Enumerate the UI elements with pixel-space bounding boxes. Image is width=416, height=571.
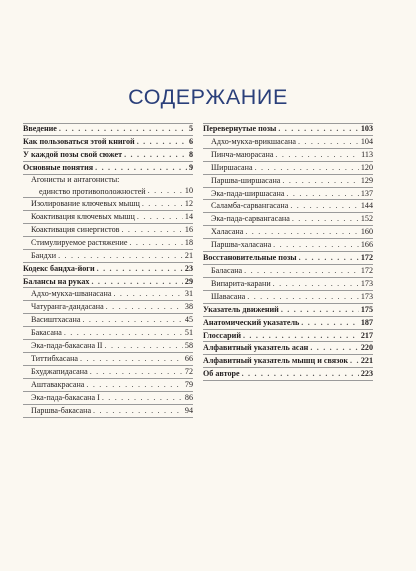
toc-entry-page: 31 xyxy=(184,289,193,299)
toc-entry-label: Стимулируемое растяжение xyxy=(31,237,128,247)
toc-entry-page: 16 xyxy=(184,224,193,234)
dot-leader xyxy=(142,198,183,210)
toc-entry[interactable] xyxy=(23,327,193,340)
toc-entry-page: 8 xyxy=(188,149,193,159)
toc-entry-label: Паршва-ширшасана xyxy=(211,175,281,185)
toc-entry[interactable] xyxy=(23,379,193,392)
toc-entry-label-cont: единство противоположностей xyxy=(39,186,146,196)
toc-entry[interactable] xyxy=(203,291,373,304)
dot-leader xyxy=(80,353,183,365)
toc-entry[interactable] xyxy=(203,123,373,136)
toc-entry[interactable] xyxy=(203,330,373,343)
toc-entry[interactable] xyxy=(203,175,373,188)
toc-entry-label: Кодекс бандха-йоги xyxy=(23,263,95,273)
dot-leader xyxy=(282,175,358,187)
toc-entry[interactable] xyxy=(203,265,373,278)
toc-entry[interactable] xyxy=(203,136,373,149)
toc-entry-label: Агонисты и антагонисты: xyxy=(31,174,120,184)
dot-leader xyxy=(273,278,359,290)
toc-entry[interactable] xyxy=(203,355,373,368)
toc-entry-page: 6 xyxy=(188,136,193,146)
toc-entry-label: Саламба-сарвангасана xyxy=(211,201,289,211)
toc-entry-label: Васиштхасана xyxy=(31,315,81,325)
toc-entry-label: Об авторе xyxy=(203,369,240,379)
dot-leader xyxy=(102,392,183,404)
toc-entry[interactable] xyxy=(23,276,193,289)
toc-entry[interactable] xyxy=(23,314,193,327)
toc-entry-page: 94 xyxy=(184,405,193,415)
toc-entry[interactable] xyxy=(203,252,373,265)
toc-entry-page: 137 xyxy=(360,188,373,198)
toc-entry-page: 79 xyxy=(184,379,193,389)
toc-entry-label: Бакасана xyxy=(31,328,62,338)
toc-entry[interactable] xyxy=(23,198,193,211)
dot-leader xyxy=(129,237,182,249)
dot-leader xyxy=(292,213,359,225)
toc-entry-label: Пинча-маюрасана xyxy=(211,149,274,159)
toc-entry-line2 xyxy=(23,185,193,197)
toc-entry-page: 9 xyxy=(188,162,193,172)
toc-entry-page: 120 xyxy=(360,162,373,172)
toc-entry[interactable] xyxy=(203,317,373,330)
toc-entry-label: Бхуджапидасана xyxy=(31,366,88,376)
dot-leader xyxy=(137,136,187,148)
dot-leader xyxy=(255,162,359,174)
toc-entry[interactable] xyxy=(23,288,193,301)
toc-entry-label: Перевернутые позы xyxy=(203,124,277,133)
toc-entry-label: Бандхи xyxy=(31,250,57,260)
toc-entry[interactable] xyxy=(23,392,193,405)
dot-leader xyxy=(290,200,359,212)
toc-entry-label: Балансы на руках xyxy=(23,276,90,286)
dot-leader xyxy=(91,276,182,288)
dot-leader xyxy=(95,162,187,174)
toc-entry-label: Коактивация ключевых мышц xyxy=(31,212,135,222)
dot-leader xyxy=(90,366,183,378)
toc-entry[interactable] xyxy=(203,342,373,355)
dot-leader xyxy=(350,355,359,367)
toc-entry-page: 12 xyxy=(184,199,193,209)
dot-leader xyxy=(121,224,182,236)
dot-leader xyxy=(281,304,359,316)
dot-leader xyxy=(242,368,359,380)
toc-left-column xyxy=(23,123,193,418)
toc-entry-page: 72 xyxy=(184,366,193,376)
toc-entry-label: Эка-пада-ширшасана xyxy=(211,188,285,198)
toc-right-column xyxy=(203,123,373,381)
dot-leader xyxy=(113,288,182,300)
toc-entry-page: 103 xyxy=(360,124,373,133)
toc-entry[interactable] xyxy=(203,368,373,381)
toc-entry[interactable] xyxy=(23,366,193,379)
toc-entry[interactable] xyxy=(203,200,373,213)
toc-entry[interactable] xyxy=(23,149,193,162)
toc-entry-label: Паршва-халасана xyxy=(211,240,272,250)
toc-entry-page: 21 xyxy=(184,250,193,260)
dot-leader xyxy=(93,405,183,417)
toc-entry-page: 58 xyxy=(184,341,193,351)
dot-leader xyxy=(58,250,183,262)
toc-entry[interactable] xyxy=(203,239,373,252)
dot-leader xyxy=(247,291,359,303)
toc-entry-page: 144 xyxy=(360,201,373,211)
toc-entry-page: 66 xyxy=(184,354,193,363)
toc-entry-page: 172 xyxy=(360,265,373,275)
toc-entry-page: 45 xyxy=(184,315,193,325)
toc-entry-page: 129 xyxy=(360,175,373,185)
dot-leader xyxy=(301,317,359,329)
toc-entry-page: 29 xyxy=(184,276,193,286)
toc-entry-label: Как пользоваться этой книгой xyxy=(23,136,135,146)
toc-entry[interactable] xyxy=(203,304,373,317)
toc-entry-label: Титтибхасана xyxy=(31,354,79,363)
dot-leader xyxy=(106,301,183,313)
toc-entry-page: 86 xyxy=(184,392,193,402)
toc-entry-label: Восстановительные позы xyxy=(203,253,297,263)
dot-leader xyxy=(137,211,183,223)
toc-entry-page: 10 xyxy=(184,186,193,196)
toc-entry[interactable] xyxy=(23,224,193,237)
toc-entry[interactable] xyxy=(203,278,373,291)
toc-entry-page: 187 xyxy=(360,317,373,327)
page-title: СОДЕРЖАНИЕ xyxy=(128,85,288,109)
toc-entry[interactable] xyxy=(203,226,373,239)
toc-entry[interactable] xyxy=(23,263,193,276)
toc-entry[interactable] xyxy=(23,123,193,136)
toc-entry[interactable] xyxy=(23,162,193,175)
toc-entry[interactable] xyxy=(203,149,373,162)
toc-entry-label: Указатель движений xyxy=(203,304,279,314)
toc-entry-label: Эка-пада-бакасана II xyxy=(31,341,103,351)
toc-entry[interactable] xyxy=(203,188,373,201)
toc-entry-page: 18 xyxy=(184,237,193,247)
dot-leader xyxy=(278,123,359,135)
dot-leader xyxy=(244,265,359,277)
toc-entry-page: 104 xyxy=(360,136,373,146)
toc-entry-label: Адхо-мукха-шванасана xyxy=(31,289,112,299)
dot-leader xyxy=(86,379,183,391)
toc-entry-label: Баласана xyxy=(211,265,243,275)
toc-entry-page: 23 xyxy=(184,263,193,273)
toc-entry[interactable] xyxy=(203,162,373,175)
dot-leader xyxy=(273,239,359,251)
dot-leader xyxy=(97,263,183,275)
toc-entry-page: 152 xyxy=(360,214,373,224)
toc-entry-label: Анатомический указатель xyxy=(203,317,300,327)
toc-entry[interactable] xyxy=(23,237,193,250)
toc-entry-page: 223 xyxy=(360,369,373,379)
toc-entry-label: Изолирование ключевых мышц xyxy=(31,199,140,209)
toc-entry-label: Випарита-карани xyxy=(211,278,271,288)
toc-entry-page: 5 xyxy=(188,124,193,133)
dot-leader xyxy=(286,188,358,200)
dot-leader xyxy=(243,330,359,342)
toc-entry[interactable] xyxy=(23,211,193,224)
dot-leader xyxy=(275,149,359,161)
dot-leader xyxy=(310,342,359,354)
toc-entry[interactable] xyxy=(23,136,193,149)
toc-entry-page: 113 xyxy=(361,149,373,159)
toc-entry-page: 173 xyxy=(360,278,373,288)
dot-leader xyxy=(59,123,187,135)
toc-entry-page: 172 xyxy=(360,253,373,263)
toc-entry-label: Алфавитный указатель мышц и связок xyxy=(203,356,349,366)
dot-leader xyxy=(245,226,359,238)
toc-entry-label: Введение xyxy=(23,124,57,133)
toc-entry-label: Чатуранга-дандасана xyxy=(31,302,104,312)
toc-entry[interactable] xyxy=(23,353,193,366)
toc-entry-label: Основные понятия xyxy=(23,162,94,172)
toc-entry-page: 217 xyxy=(360,330,373,340)
toc-entry-page: 160 xyxy=(360,227,373,237)
toc-entry-label: Эка-пада-сарвангасана xyxy=(211,214,290,224)
dot-leader xyxy=(82,314,182,326)
toc-entry-label: Адхо-мукха-врикшасана xyxy=(211,136,296,146)
dot-leader xyxy=(64,327,183,339)
toc-entry-label: Паршва-бакасана xyxy=(31,405,92,415)
toc-entry[interactable] xyxy=(23,175,193,199)
toc-entry[interactable] xyxy=(23,301,193,314)
toc-entry-label: Халасана xyxy=(211,227,244,237)
dot-leader xyxy=(298,136,359,148)
toc-entry-label: Шавасана xyxy=(211,291,246,301)
toc-entry-page: 51 xyxy=(184,328,193,338)
toc-entry-label: Аштавакрасана xyxy=(31,379,85,389)
dot-leader xyxy=(299,252,359,264)
toc-entry-page: 38 xyxy=(184,302,193,312)
toc-entry-label: Алфавитный указатель асан xyxy=(203,343,309,353)
toc-entry-page: 221 xyxy=(360,356,373,366)
toc-entry[interactable] xyxy=(23,405,193,418)
dot-leader xyxy=(105,340,183,352)
dot-leader xyxy=(148,185,183,197)
toc-entry-page: 175 xyxy=(360,304,373,314)
toc-entry-label: У каждой позы свой сюжет xyxy=(23,149,123,159)
toc-entry-label: Ширшасана xyxy=(211,162,253,172)
toc-entry-label: Глоссарий xyxy=(203,330,241,340)
toc-entry-page: 220 xyxy=(360,343,373,353)
toc-entry[interactable] xyxy=(23,340,193,353)
toc-entry-page: 173 xyxy=(360,291,373,301)
toc-entry-page: 14 xyxy=(184,212,193,222)
dot-leader xyxy=(124,149,187,161)
toc-entry[interactable] xyxy=(203,213,373,226)
toc-entry-page: 166 xyxy=(360,240,373,250)
toc-entry-label: Коактивация синергистов xyxy=(31,224,120,234)
toc-entry-label: Эка-пада-бакасана I xyxy=(31,392,100,402)
toc-entry[interactable] xyxy=(23,250,193,263)
